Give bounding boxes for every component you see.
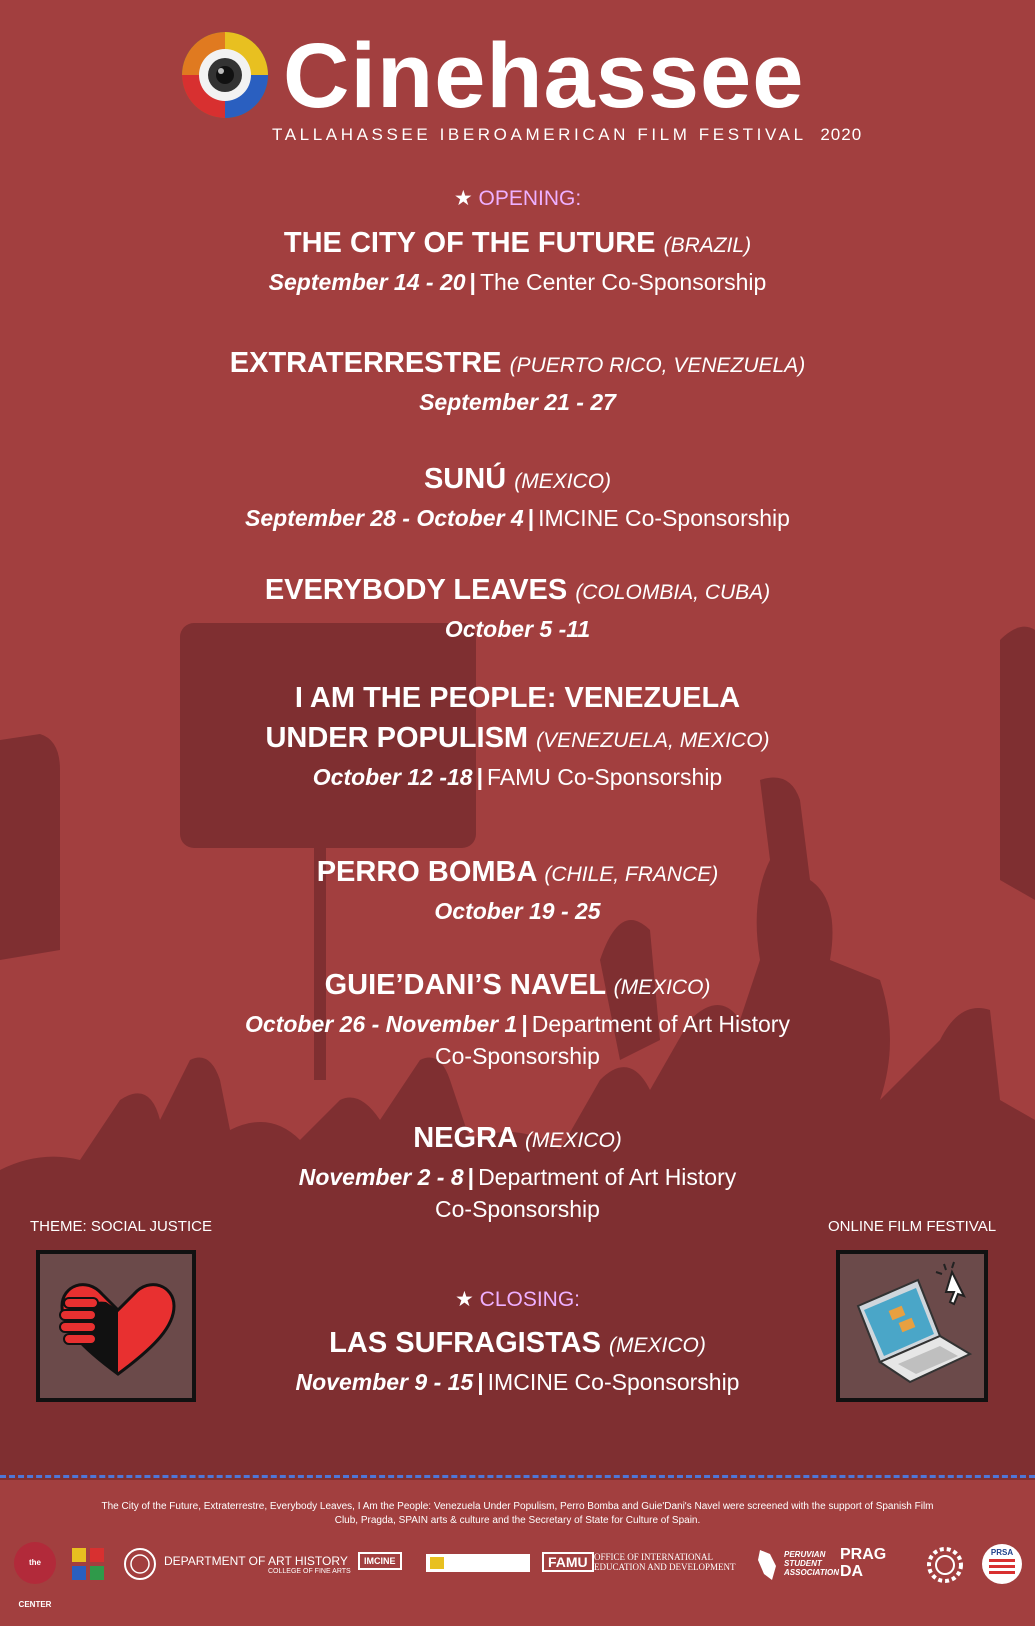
subtitle-text: TALLAHASSEE IBEROAMERICAN FILM FESTIVAL <box>272 125 807 144</box>
film-country: (COLOMBIA, CUBA) <box>575 581 771 604</box>
film-date: September 14 - 20 <box>268 269 466 295</box>
festival-title: Cinehassee <box>283 25 805 127</box>
separator: | <box>527 505 535 531</box>
film-country: (MEXICO) <box>514 470 612 493</box>
film-title: GUIE’DANI’S NAVEL <box>324 969 606 1001</box>
separator: | <box>476 764 484 790</box>
film-date: October 26 - November 1 <box>245 1011 518 1037</box>
film-entry <box>0 965 1035 1072</box>
famu-logo: FAMU <box>542 1552 594 1572</box>
film-title: UNDER POPULISM <box>265 722 529 754</box>
film-country: (VENEZUELA, MEXICO) <box>536 729 770 752</box>
film-country: (MEXICO) <box>613 976 711 999</box>
psa-line3: ASSOCIATION <box>784 1568 839 1577</box>
art-history-logo: DEPARTMENT OF ART HISTORY <box>164 1554 348 1568</box>
puerto-rico-flag-icon <box>989 1559 1015 1575</box>
film-title: PERRO BOMBA <box>316 856 537 888</box>
film-sponsor: IMCINE Co-Sponsorship <box>487 1369 740 1395</box>
film-date: September 28 - October 4 <box>245 505 524 531</box>
oied-line2: EDUCATION AND DEVELOPMENT <box>594 1562 736 1572</box>
film-country: (MEXICO) <box>608 1334 706 1357</box>
festival-subtitle <box>272 125 862 145</box>
film-sponsor: Co-Sponsorship <box>435 1043 600 1069</box>
peru-map-icon <box>756 1548 778 1582</box>
opening-text: OPENING: <box>478 187 582 210</box>
psa-logo <box>784 1550 839 1577</box>
opening-label <box>0 186 1035 217</box>
film-title: THE CITY OF THE FUTURE <box>283 227 656 259</box>
film-title: SUNÚ <box>423 463 507 495</box>
gear-seal-icon <box>926 1546 964 1584</box>
art-history-sub: COLLEGE OF FINE ARTS <box>268 1568 351 1575</box>
imcine-logo: IMCINE <box>358 1552 402 1570</box>
prsa-logo <box>982 1544 1022 1584</box>
psa-line2: STUDENT <box>784 1559 822 1568</box>
screening-footnote: The City of the Future, Extraterrestre, Everybody Leaves, I Am the People: Venezuela Under Populism, Perro Bomba and Guie'Dani's Navel were screened with the support of Spanish Film Club, Pragda, SPAIN arts & culture and the Secretary of State for Culture of Spain. <box>101 1501 934 1526</box>
film-sponsor: Department of Art History <box>478 1164 737 1190</box>
film-entry <box>0 570 1035 645</box>
film-country: (CHILE, FRANCE) <box>544 863 719 886</box>
film-title: EVERYBODY LEAVES <box>264 574 568 606</box>
film-sponsor: Department of Art History <box>531 1011 790 1037</box>
film-entry <box>0 223 1035 298</box>
festival-header <box>0 24 1035 154</box>
theme-box <box>36 1250 196 1402</box>
pragda-line2: DA <box>840 1563 864 1580</box>
film-country: (BRAZIL) <box>663 234 752 257</box>
film-title: EXTRATERRESTRE <box>229 347 502 379</box>
film-date: September 21 - 27 <box>419 389 616 415</box>
spain-culture-logo <box>426 1554 530 1572</box>
online-box <box>836 1250 988 1402</box>
laptop-cursor-icon <box>840 1254 984 1398</box>
film-sponsor: Co-Sponsorship <box>435 1196 600 1222</box>
film-sponsor: IMCINE Co-Sponsorship <box>538 505 790 531</box>
film-entry <box>0 459 1035 534</box>
film-entry <box>0 852 1035 927</box>
the-center-logo: the CENTER <box>14 1542 56 1584</box>
separator: | <box>469 269 476 295</box>
film-title: LAS SUFRAGISTAS <box>329 1327 601 1359</box>
film-date: October 12 -18 <box>312 764 473 790</box>
star-icon: ★ <box>453 187 473 210</box>
film-sponsor: The Center Co-Sponsorship <box>479 269 767 295</box>
closing-text: CLOSING: <box>479 1288 581 1311</box>
film-sponsor: FAMU Co-Sponsorship <box>487 764 723 790</box>
theme-label: THEME: SOCIAL JUSTICE <box>30 1218 212 1235</box>
film-entry <box>0 1118 1035 1225</box>
pragda-logo <box>840 1546 886 1580</box>
sponsor-logos <box>0 1538 1035 1609</box>
hispanic-association-logo-icon <box>70 1546 106 1582</box>
spain-flag-icon <box>430 1557 444 1569</box>
film-country: (MEXICO) <box>524 1129 622 1152</box>
film-title: NEGRA <box>413 1122 517 1154</box>
film-country: (PUERTO RICO, VENEZUELA) <box>509 354 806 377</box>
camera-lens-logo-icon <box>180 30 270 120</box>
film-date: November 9 - 15 <box>295 1369 474 1395</box>
film-date: October 5 -11 <box>444 616 591 642</box>
online-label: ONLINE FILM FESTIVAL <box>828 1218 997 1235</box>
fist-heart-icon <box>40 1254 192 1398</box>
star-icon: ★ <box>454 1288 474 1311</box>
pragda-line1: PRAG <box>840 1546 887 1563</box>
psa-line1: PERUVIAN <box>784 1550 826 1559</box>
festival-year: 2020 <box>820 125 863 144</box>
fsu-seal-icon <box>124 1548 156 1580</box>
separator: | <box>521 1011 528 1037</box>
film-date: October 19 - 25 <box>434 898 601 924</box>
dashed-divider <box>0 1475 1035 1478</box>
film-date: November 2 - 8 <box>298 1164 464 1190</box>
film-entry <box>0 343 1035 418</box>
oied-line1: OFFICE OF INTERNATIONAL <box>594 1552 713 1562</box>
separator: | <box>467 1164 475 1190</box>
separator: | <box>477 1369 484 1395</box>
film-entry <box>0 678 1035 793</box>
prsa-text: PRSA <box>990 1548 1014 1557</box>
film-title: I AM THE PEOPLE: VENEZUELA <box>294 682 741 714</box>
oied-logo <box>594 1552 736 1572</box>
